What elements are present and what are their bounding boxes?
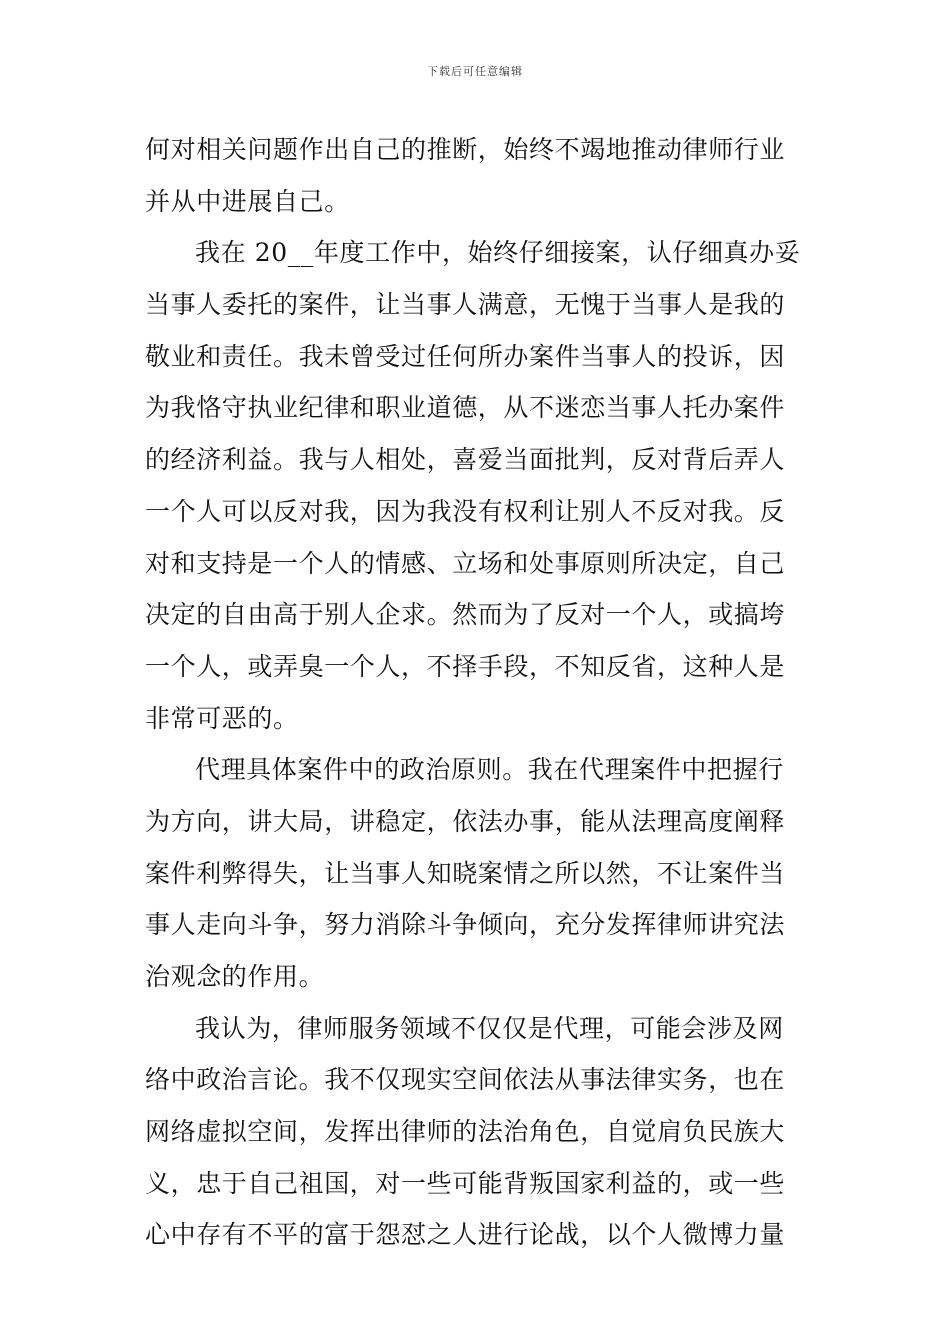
page-header: 下载后可任意编辑 — [427, 65, 523, 78]
text-line: 对和支持是一个人的情感、立场和处事原则所决定，自己 — [145, 548, 786, 578]
text-line: 并从中进展自己。 — [145, 186, 350, 216]
text-line: 案件利弊得失，让当事人知晓案情之所以然，不让案件当 — [145, 858, 786, 888]
text-line: 心中存有不平的富于怨怼之人进行论战，以个人微博力量 — [145, 1220, 786, 1250]
text-line: 为我恪守执业纪律和职业道德，从不迷恋当事人托办案件 — [145, 393, 786, 423]
text-line: 决定的自由高于别人企求。然而为了反对一个人，或搞垮 — [145, 600, 786, 630]
text-line: 络中政治言论。我不仅现实空间依法从事法律实务，也在 — [145, 1065, 786, 1095]
text-line: 一个人，或弄臭一个人，不择手段，不知反省，这种人是 — [145, 651, 786, 681]
text-line: 敬业和责任。我未曾受过任何所办案件当事人的投诉，因 — [145, 341, 786, 371]
paragraph-start-line: 我认为，律师服务领域不仅仅是代理，可能会涉及网 — [195, 1013, 784, 1043]
text-line: 非常可恶的。 — [145, 703, 299, 733]
body-text — [145, 124, 815, 1261]
text-line: 网络虚拟空间，发挥出律师的法治角色，自觉肩负民族大 — [145, 1117, 786, 1147]
paragraph-start-line: 我在 20__年度工作中，始终仔细接案，认仔细真办妥 — [195, 238, 801, 268]
text-line: 一个人可以反对我，因为我没有权利让别人不反对我。反 — [145, 496, 786, 526]
text-line: 义，忠于自己祖国，对一些可能背叛国家利益的，或一些 — [145, 1168, 786, 1198]
text-line: 的经济利益。我与人相处，喜爱当面批判，反对背后弄人 — [145, 445, 786, 475]
text-line: 治观念的作用。 — [145, 962, 325, 991]
text-line: 当事人委托的案件，让当事人满意，无愧于当事人是我的 — [145, 290, 786, 320]
text-line: 为方向，讲大局，讲稳定，依法办事，能从法理高度阐释 — [145, 806, 786, 836]
text-line: 事人走向斗争，努力消除斗争倾向，充分发挥律师讲究法 — [145, 910, 786, 940]
text-line: 何对相关问题作出自己的推断，始终不竭地推动律师行业 — [145, 135, 786, 164]
paragraph-start-line: 代理具体案件中的政治原则。我在代理案件中把握行 — [195, 755, 784, 785]
